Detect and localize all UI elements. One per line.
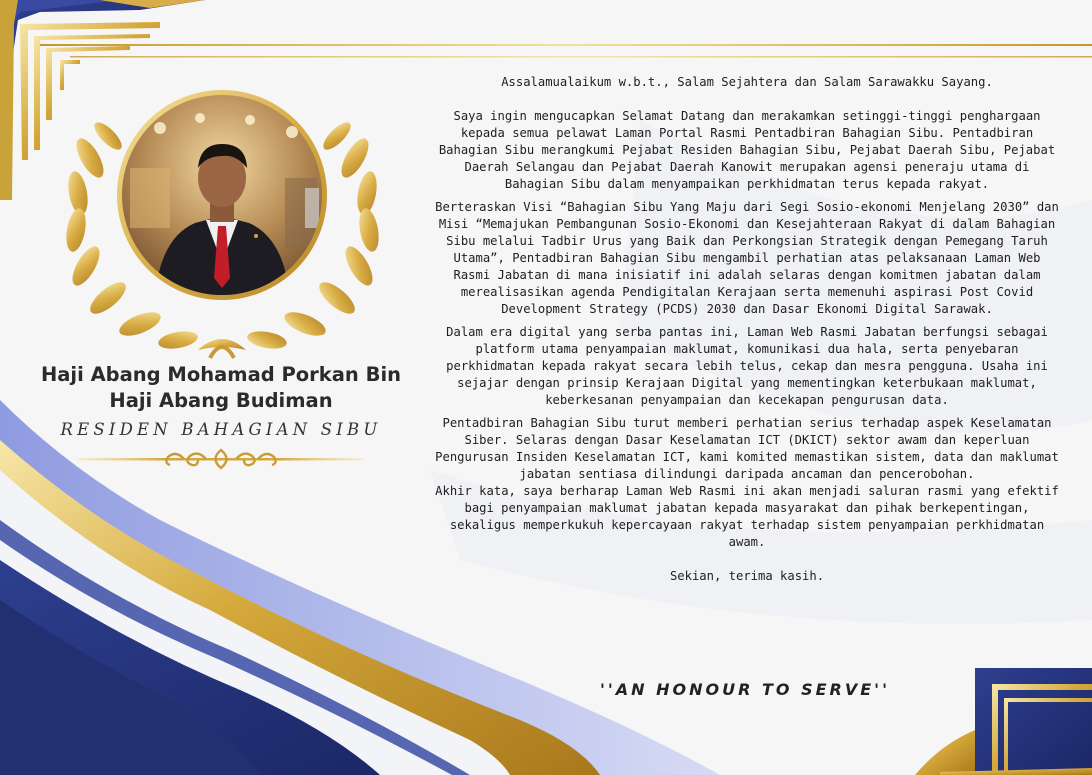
top-gold-line [40, 44, 1092, 46]
greeting-line: Assalamualaikum w.b.t., Salam Sejahtera dan Salam Sarawakku Sayang. [501, 75, 993, 89]
message-paragraph: Saya ingin mengucapkan Selamat Datang dan merakamkan setinggi-tinggi penghargaan kepada semua pelawat Laman Portal Rasmi Pentadbiran Bahagian Sibu. Pentadbiran Bahagian Sibu merangkumi Pejabat Residen Bahagian Sibu, Pejabat Daerah Sibu, Pejabat Daerah Selangau dan Pejabat Daerah Kanowit merupakan agensi peneraju utama di Bahagian Sibu dalam menyampaikan perkhidmatan terus kepada rakyat. [438, 109, 1056, 191]
message-paragraph: Dalam era digital yang serba pantas ini, Laman Web Rasmi Jabatan berfungsi sebagai platform utama penyampaian maklumat, komunikasi dua hala, serta penyebaran perkhidmatan kepada rakyat secara lebih telus, cekap dan mesra pengguna. Usaha ini sejajar dengan prinsip Kerajaan Digital yang mementingkan keterbukaan maklumat, keberkesanan penyampaian dan kecekapan pengurusan data. [446, 325, 1048, 407]
message-paragraph: Pentadbiran Bahagian Sibu turut memberi perhatian serius terhadap aspek Keselamatan Siber. Selaras dengan Dasar Keselamatan ICT (DKICT) sektor awam dan keperluan Pengurusan Insiden Keselamatan ICT, kami komited memastikan sistem, data dan maklumat jabatan sentiasa dilindungi daripada ancaman dan pencerobohan. [435, 416, 1059, 481]
gold-divider-ornament [78, 446, 364, 472]
portrait-with-laurel-wreath [60, 88, 385, 363]
closing-line: Sekian, terima kasih. [669, 569, 825, 583]
message-paragraph: Berteraskan Visi “Bahagian Sibu Yang Maju dari Segi Sosio-ekonomi Menjelang 2030” dan Misi “Memajukan Pembangunan Sosio-Ekonomi dan Kesejahteraan Rakyat di dalam Bahagian Sibu melalui Tadbir Urus yang Baik dan Perkongsian Strategik dengan Pemegang Taruh Utama”, Pentadbiran Bahagian Sibu mengambil perhatian atas pelaksanaan Laman Web Rasmi Jabatan di mana inisiatif ini adalah selaras dengan komitmen jabatan dalam merealisasikan agenda Pendigitalan Kerajaan serta memenuhi aspirasi Post Covid Development Strategy (PCDS) 2030 dan Dasar Ekonomi Digital Sarawak. [435, 200, 1059, 316]
message-paragraph: Akhir kata, saya berharap Laman Web Rasmi ini akan menjadi saluran rasmi yang efektif bagi penyampaian maklumat jabatan kepada masyarakat dan pihak berkepentingan, sekaligus memperkukuh kepercayaan rakyat terhadap sistem penyampaian perkhidmatan awam. [435, 484, 1059, 549]
official-position: RESIDEN BAHAGIAN SIBU [60, 420, 382, 439]
welcome-message [432, 74, 1062, 585]
official-name: Haji Abang Mohamad Porkan Bin Haji Abang Budiman [40, 363, 402, 412]
motto: ''AN HONOUR TO SERVE'' [600, 680, 890, 699]
